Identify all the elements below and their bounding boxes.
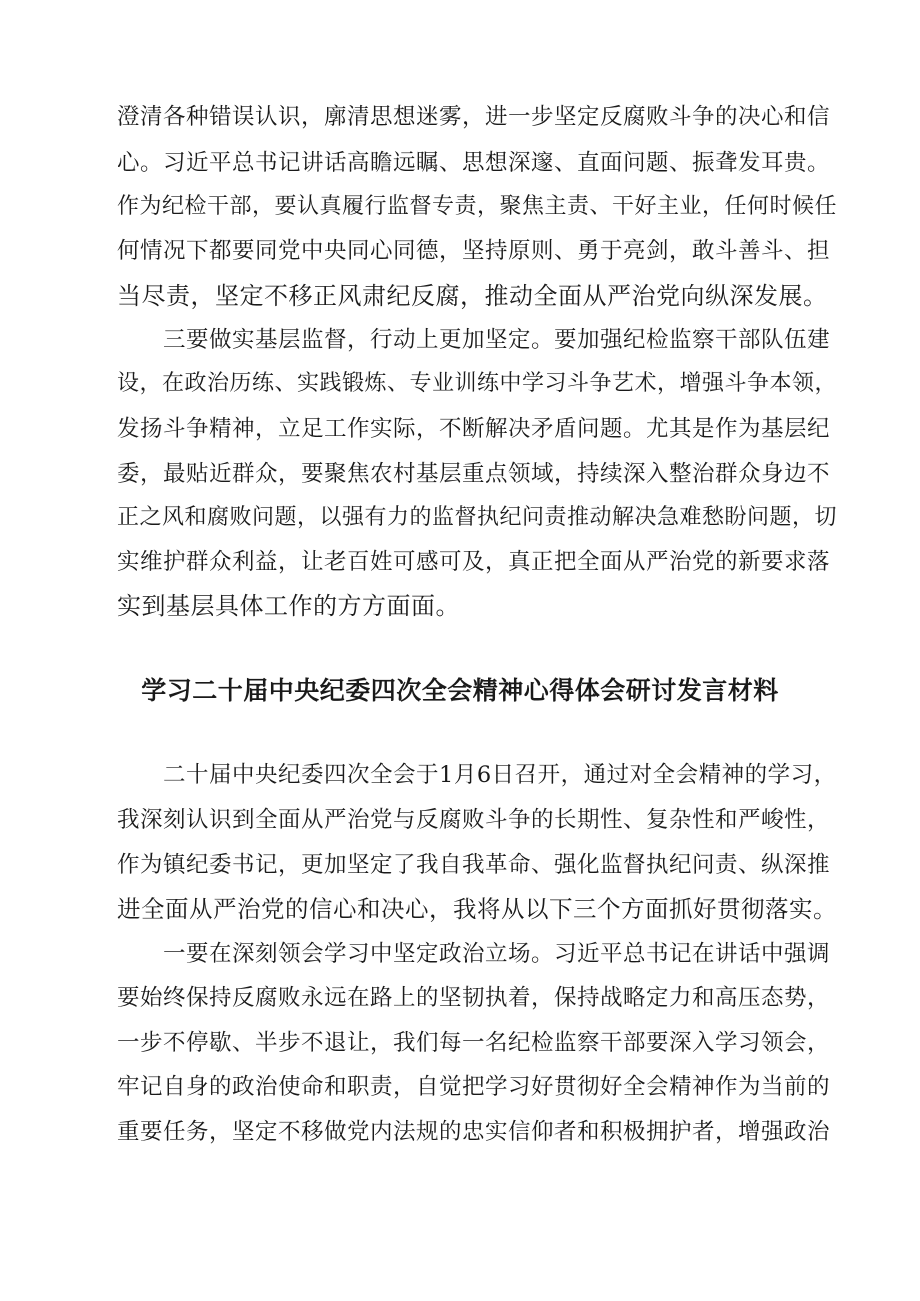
paragraph-line: 心。习近平总书记讲话高瞻远瞩、思想深邃、直面问题、振聋发耳贵。 [117,150,831,176]
paragraph-line: 作为镇纪委书记，更加坚定了我自我革命、强化监督执纪问责、纵深推 [117,852,831,878]
paragraph-line: 要始终保持反腐败永远在路上的坚韧执着，保持战略定力和高压态势， [117,985,831,1011]
paragraph-line: 澄清各种错误认识，廓清思想迷雾，进一步坚定反腐败斗争的决心和信 [117,104,831,130]
document-title: 学习二十届中央纪委四次全会精神心得体会研讨发言材料 [141,676,779,705]
paragraph-line: 正之风和腐败问题，以强有力的监督执纪问责推动解决急难愁盼问题，切 [117,505,838,530]
paragraph-line: 一步不停歇、半步不退让，我们每一名纪检监察干部要深入学习领会， [117,1030,831,1056]
paragraph-line: 实到基层具体工作的方方面面。 [117,592,460,620]
paragraph-line: 作为纪检干部，要认真履行监督专责，聚焦主责、干好主业，任何时候任 [117,194,838,219]
paragraph-line: 三要做实基层监督，行动上更加坚定。要加强纪检监察干部队伍建 [117,327,831,353]
paragraph-line: 牢记自身的政治使命和职责，自觉把学习好贯彻好全会精神作为当前的 [117,1074,831,1100]
paragraph-line: 何情况下都要同党中央同心同德，坚持原则、勇于亮剑，敢斗善斗、担 [117,238,831,264]
paragraph-line: 我深刻认识到全面从严治党与反腐败斗争的长期性、复杂性和严峻性， [117,807,831,833]
paragraph-line: 发扬斗争精神，立足工作实际，不断解决矛盾问题。尤其是作为基层纪 [117,416,831,442]
paragraph-line: 委，最贴近群众，要聚焦农村基层重点领域，持续深入整治群众身边不 [117,461,831,487]
paragraph-line: 二十届中央纪委四次全会于1月6日召开，通过对全会精神的学习， [117,762,837,788]
paragraph-line: 实维护群众利益，让老百姓可感可及，真正把全面从严治党的新要求落 [117,549,831,575]
paragraph-line: 当尽责，坚定不移正风肃纪反腐，推动全面从严治党向纵深发展。 [117,282,828,310]
paragraph-line: 进全面从严治党的信心和决心，我将从以下三个方面抓好贯彻落实。 [117,895,837,923]
paragraph-line: 设，在政治历练、实践锻炼、专业训练中学习斗争艺术，增强斗争本领， [117,371,838,396]
paragraph-line: 重要任务，坚定不移做党内法规的忠实信仰者和积极拥护者，增强政治 [117,1119,831,1145]
paragraph-line: 一要在深刻领会学习中坚定政治立场。习近平总书记在讲话中强调 [117,941,831,967]
